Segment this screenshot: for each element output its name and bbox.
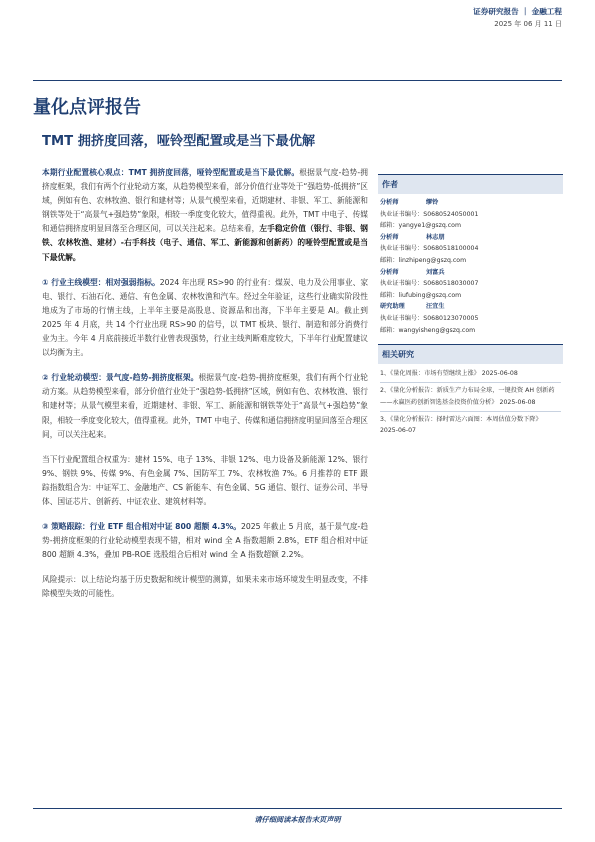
header-divider [33,80,562,81]
related-research-item[interactable]: 2、《量化分析报告：新质生产力布局全球，一键投资 AH 创新药——永赢医药创新智选基金投资价值分析》 2025-06-08 [380,386,555,406]
core-view-lead: 本期行业配置核心观点：TMT 拥挤度回落，哑铃型配置或是当下最优解。 [42,168,300,177]
author-email[interactable]: 邮箱：yangye1@gszq.com [380,222,461,230]
related-research-item[interactable]: 3、《量化分析报告：择时雷达六面图：本周估值分数下降》 2025-06-07 [380,415,542,435]
mainline-model-lead: ① 行业主线模型：相对强弱指标。 [42,277,160,287]
report-body [42,166,368,613]
author-entry: 研究助理 汪宜生 执业证书编号：S0680123070005 邮箱：wangyisheng@gszq.com [380,301,561,336]
portfolio-weights-paragraph: 当下行业配置组合权重为：建材 15%、电子 13%、非银 12%、电力设备及新能源 12%、银行 9%、钢铁 9%、传媒 9%、有色金属 7%、国防军工 7%、农林牧渔 7%。6 月推荐的 ETF 跟踪指数组合为：中证军工、金融地产、CS 新能车、有色金属、5G 通信、银行、证券公司、半导体、国证芯片、创新药、中证农业、建筑材料等。 [42,454,368,506]
report-header [473,6,562,30]
rotation-model-lead: ② 行业轮动模型：景气度-趋势-拥挤度框架。 [42,373,199,383]
author-email[interactable]: 邮箱：linzhipeng@gszq.com [380,256,467,264]
strategy-tracking-text: 2025 年截止 5 月底，基于景气度-趋势-拥挤度框架的行业轮动模型表现不错，相对 wind 全 A 指数超额 2.8%，ETF 组合相对中证 800 超额 4.3%，叠加 PB-ROE 选股组合后相对 wind 全 A 指数超额 2.2%。 [42,522,369,560]
sidebar [378,174,563,437]
author-email[interactable]: 邮箱：liufubing@gszq.com [380,291,462,299]
related-research-item[interactable]: 1、《量化周报：市场有望继续上涨》 2025-06-08 [380,370,518,378]
strategy-tracking-lead: ③ 策略跟踪：行业 ETF 组合相对中证 800 超额 4.3%。 [42,522,241,532]
footer-divider [33,808,562,809]
report-date: 2025 年 06 月 11 日 [494,20,562,28]
author-entry: 分析师 林志朋 执业证书编号：S0680518100004 邮箱：linzhipeng@gszq.com [380,232,561,267]
authors-heading: 作者 [378,174,563,194]
author-entry: 分析师 缪铃 执业证书编号：S0680524050001 邮箱：yangye1@gszq.com [380,197,561,232]
risk-warning: 风险提示：以上结论均基于历史数据和统计模型的测算，如果未来市场环境发生明显改变，不排除模型失效的可能性。 [42,575,368,599]
author-email[interactable]: 邮箱：wangyisheng@gszq.com [380,326,476,334]
related-research-heading: 相关研究 [378,344,563,364]
rotation-model-text: 根据景气度-趋势-拥挤度框架，我们有两个行业轮动方案。从趋势模型来看，部分价值行业处于“强趋势-低拥挤”区域，例如有色、农林牧渔、银行和建材等；从景气模型来看，近期建材、非银、军工、新能源和钢铁等处于“高景气+强趋势”象限，相较一季度变化较大，值得重视。此外，TMT 中电子、传媒和通信拥挤度明显回落至合理区间，可以关注起来。 [42,373,368,439]
related-research-list [378,364,563,437]
rotation-model-paragraph [42,371,368,441]
mainline-model-text: 2024 年出现 RS>90 的行业有：煤炭、电力及公用事业、家电、银行、石油石化、通信、有色金属、农林牧渔和汽车。经过全年验证，这些行业确实阶段性地成为了市场的行情主线，上半年主要是高股息、资源品和出海，下半年主要是 AI。截止到 2025 年 4 月底，共 14 个行业出现 RS>90 的信号，以 TMT 板块、银行、制造和部分消费行业为主。今年 4 月底前接近半数行业曾表现强势，行业主线判断难度较大，下半年行业配置建议以均衡为主。 [42,277,369,358]
report-category: 证券研究报告 ｜ 金融工程 [473,7,562,16]
core-view-text: 根据景气度-趋势-拥挤度框架，我们有两个行业轮动方案，从趋势模型来看，部分价值行业等处于“强趋势-低拥挤”区域，例如有色、农林牧渔、银行和建材等；从景气模型来看，近期建材、非银、军工、新能源和钢铁等处于“高景气+强趋势”象限，相较一季度变化较大，值得重视。此外，TMT 中电子、传媒和通信拥挤度明显回落至合理区间，可以关注起来。总结来看， [42,168,368,234]
authors-list [378,194,563,336]
footer-disclaimer: 请仔细阅读本报告末页声明 [254,815,341,824]
strategy-tracking-paragraph [42,520,368,562]
report-main-title: TMT 拥挤度回落，哑铃型配置或是当下最优解 [42,134,316,149]
core-view-conclusion: 左手稳定价值（银行、非银、钢铁、农林牧渔、建材）-右手科技（电子、通信、军工、新能源和创新药）的哑铃型配置或是当下最优解。 [42,224,368,262]
mainline-model-paragraph [42,276,368,361]
core-view-paragraph [42,166,368,265]
report-type-title: 量化点评报告 [33,97,141,118]
author-entry: 分析师 刘富兵 执业证书编号：S0680518030007 邮箱：liufubing@gszq.com [380,267,561,302]
